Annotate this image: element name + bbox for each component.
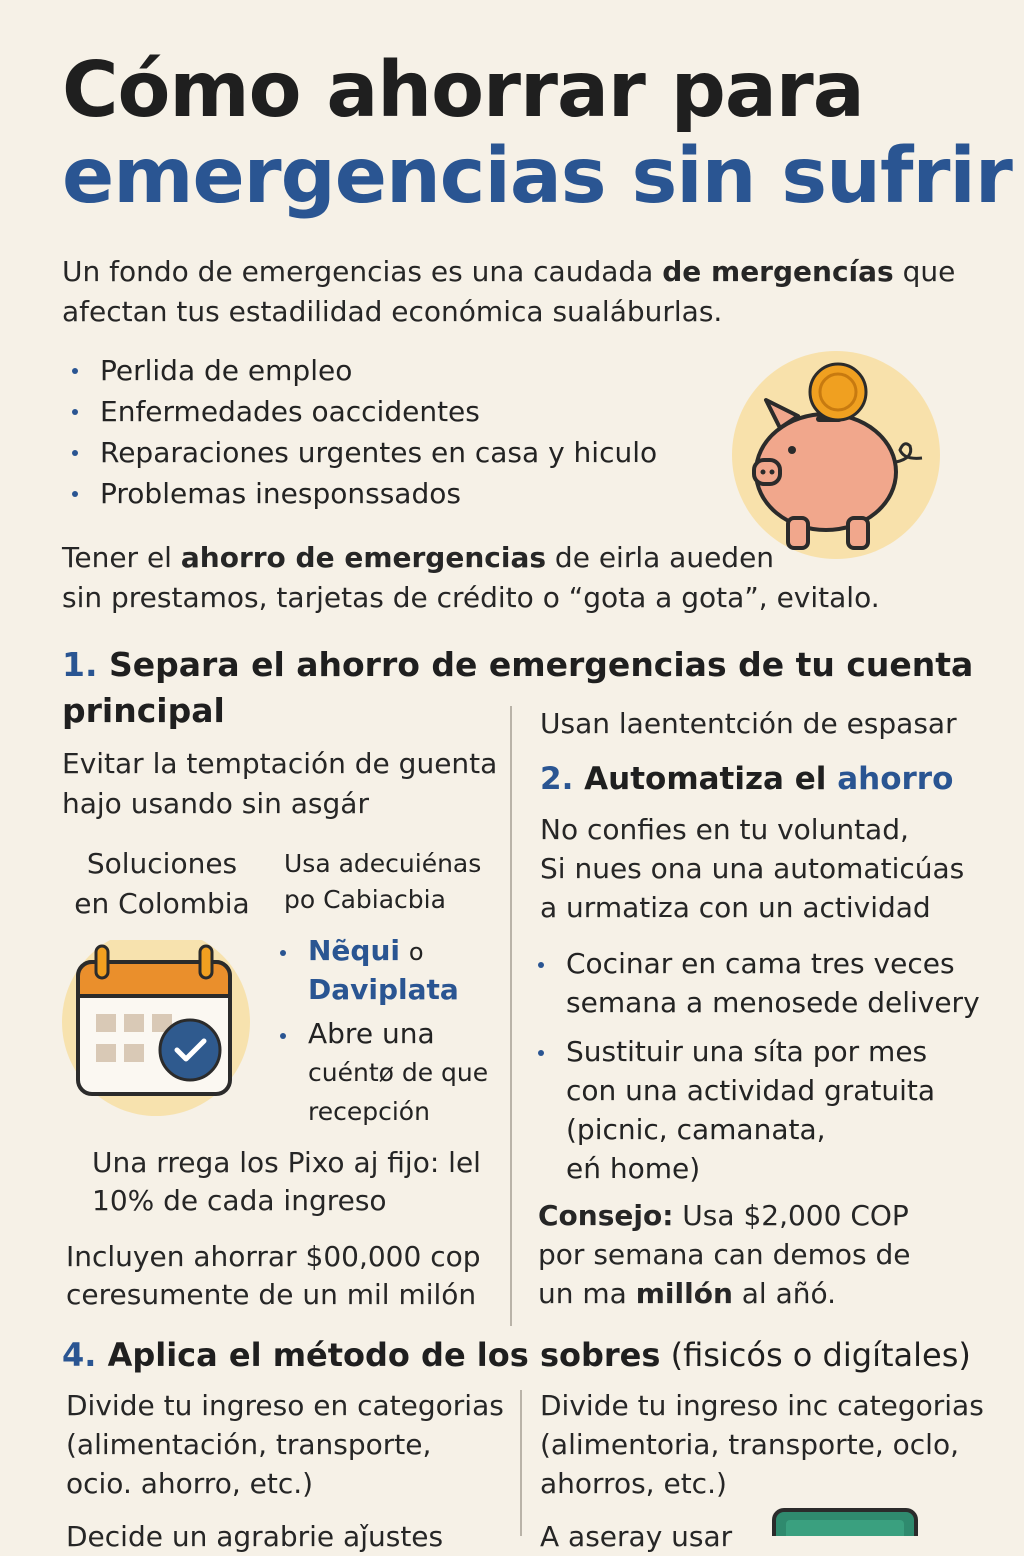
tip-box: Consejo: Usa $2,000 COP por semana can demos de un ma millón al añó.: [538, 1199, 911, 1310]
section2-number: 2.: [540, 761, 574, 797]
risk-list: [64, 350, 657, 514]
list-item: Enfermedades oaccidentes: [64, 391, 657, 432]
intro-paragraph: [62, 252, 1002, 332]
section1-heading: 1. Separa el ahorro de emergencias de tu cuenta principal: [62, 645, 974, 730]
calendar-check-icon: [60, 940, 260, 1130]
list-item: Problemas inesponssados: [64, 473, 657, 514]
include-text: Incluyen ahorrar $00,000 cop ceresumente de un mil milón: [66, 1240, 481, 1311]
list-item: Cocinar en cama tres veces semana a menosede delivery: [530, 944, 980, 1022]
list-item: Nẽqui o Daviplata: [272, 932, 488, 1009]
wallet-icon: [770, 1506, 920, 1536]
intro-bold: de mergencías: [662, 255, 894, 288]
intro-line2: afectan tus estadilidad económica sualáburlas.: [62, 295, 723, 328]
section2-list: [530, 944, 980, 1188]
piggy-bank-icon: [728, 350, 948, 560]
list-item: Perlida de empleo: [64, 350, 657, 391]
page-title-line2: emergencias sin sufrir: [62, 132, 1012, 221]
nequi-label: Nẽqui: [308, 934, 400, 967]
list-item: Sustituir una síta por mes con una actividad gratuita (picnic, camanata, eń home): [530, 1032, 980, 1188]
right-top-text: Usan laententción de espasar: [540, 707, 957, 740]
column-divider-bottom: [520, 1390, 522, 1536]
solutions-hint: Usa adecuiénas po Cabiacbia: [284, 849, 482, 914]
intro-text-end: que: [893, 255, 956, 288]
emergency-paragraph: Tener el ahorro de emergencias de eirla aueden sin prestamos, tarjetas de crédito o “gota a gota”, evitalo.: [62, 541, 880, 614]
rule-text: Una rrega los Pixo aj fijo: lel 10% de cada ingreso: [92, 1146, 481, 1217]
section4-right: Divide tu ingreso inc categorias (alimentoria, transporte, oclo, ahorros, etc.) A aseray usar: [540, 1389, 984, 1553]
section1-number: 1.: [62, 645, 98, 684]
section4-left: Divide tu ingreso en categorias (alimentación, transporte, ocio. ahorro, etc.) Decide un agrabrie aǰustes: [66, 1389, 504, 1553]
section2-heading: 2. Automatiza el ahorro: [540, 761, 954, 797]
coin-icon: [810, 364, 866, 420]
intro-text: Un fondo de emergencias es una caudada: [62, 255, 663, 288]
list-item: Reparaciones urgentes en casa y hiculo: [64, 432, 657, 473]
page-title-line1: Cómo ahorrar para: [62, 46, 864, 135]
emergency-bold: ahorro de emergencias: [180, 541, 547, 574]
daviplata-label: Daviplata: [308, 973, 459, 1006]
list-item: Abre una cuéntø de que recepción: [272, 1015, 488, 1131]
section4-heading: 4. Aplica el método de los sobres (fisicós o digítales): [62, 1336, 971, 1374]
section2-desc: No confies en tu voluntad, Si nues ona una automaticúas a urmatiza con un actividad: [540, 813, 965, 924]
solutions-list: [272, 932, 488, 1131]
section1-desc: Evitar la temptación de guenta hajo usando sin asgár: [62, 747, 498, 820]
column-divider: [510, 706, 512, 1326]
tip-label: Consejo:: [538, 1199, 674, 1232]
section4-number: 4.: [62, 1336, 97, 1374]
solutions-label: Soluciones en Colombia: [74, 847, 250, 920]
